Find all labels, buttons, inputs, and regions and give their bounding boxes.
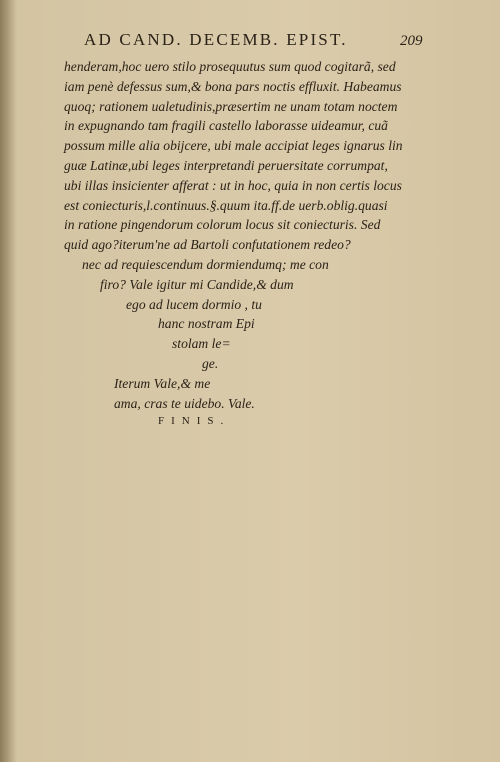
running-head: AD CAND. DECEMB. EPIST. xyxy=(84,30,348,49)
text-line: ama, cras te uidebo. Vale. xyxy=(114,395,255,411)
text-line: iam penè defessus sum,& bona pars noctis effluxit. Habeamus xyxy=(64,78,402,94)
text-line: Iterum Vale,& me xyxy=(114,375,211,391)
text-line: possum mille alia obijcere, ubi male accipiat leges ignarus lin xyxy=(64,138,403,154)
text-line: ubi illas insicienter afferat : ut in hoc, quia in non certis locus xyxy=(64,177,402,193)
text-line: ge. xyxy=(202,355,219,371)
text-line: est coniecturis,l.continuus.§.quum ita.ff.de uerb.oblig.quasi xyxy=(64,197,388,213)
text-line: quoq; rationem ualetudinis,præsertim ne unam totam noctem xyxy=(64,98,398,114)
text-line: in expugnando tam fragili castello laborasse uideamur, cuã xyxy=(64,118,388,134)
text-line: guæ Latinæ,ubi leges interpretandi peruersitate corrumpat, xyxy=(64,157,388,173)
text-line: quid ago?iterum'ne ad Bartoli confutationem redeo? xyxy=(64,237,351,253)
text-line: henderam,hoc uero stilo prosequutus sum quod cogitarã, sed xyxy=(64,59,396,74)
spine-shadow xyxy=(0,0,16,762)
text-block xyxy=(64,57,404,413)
finis-mark: FINIS. xyxy=(158,415,231,427)
text-line: stolam le= xyxy=(172,336,231,352)
text-line: hanc nostram Epi xyxy=(158,316,255,332)
text-line: ego ad lucem dormio , tu xyxy=(126,296,262,312)
page-number: 209 xyxy=(400,33,423,49)
text-line: firo? Vale igitur mi Candide,& dum xyxy=(100,276,294,292)
text-line: nec ad requiescendum dormiendumq; me con xyxy=(82,256,329,272)
text-line: in ratione pingendorum colorum locus sit coniecturis. Sed xyxy=(64,217,381,233)
